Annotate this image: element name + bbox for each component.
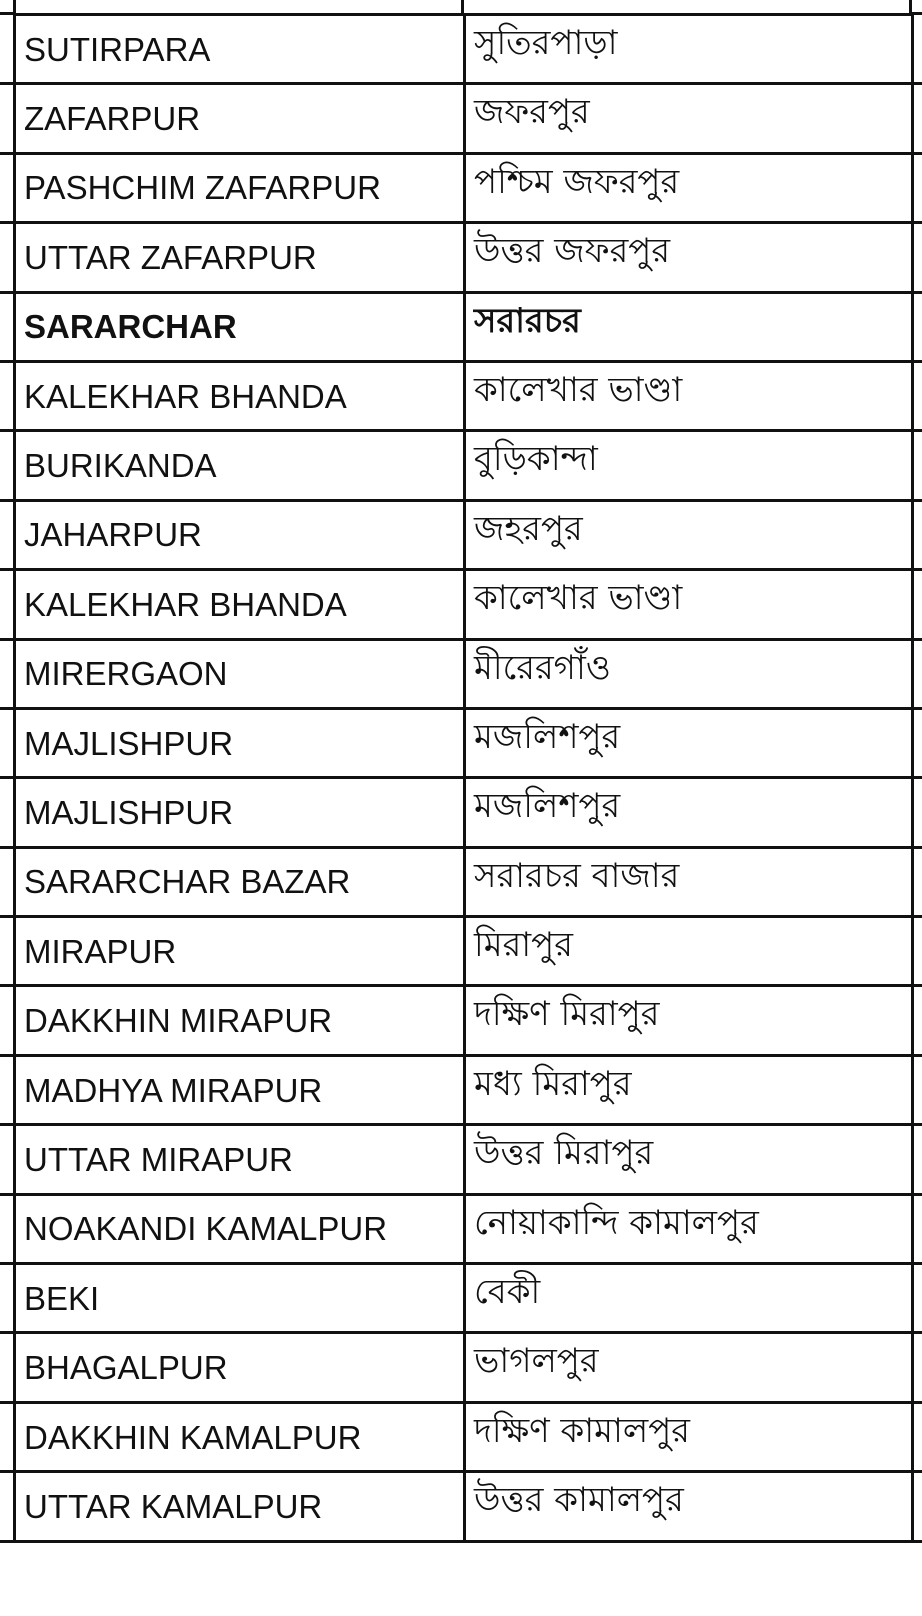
bengali-name-cell: পশ্চিম জফরপুর — [465, 153, 913, 222]
table-edge-line — [911, 707, 922, 710]
table-row — [15, 431, 913, 500]
table-edge-line — [911, 776, 922, 779]
table-edge-line — [911, 1193, 922, 1196]
english-name-cell: UTTAR MIRAPUR — [15, 1125, 465, 1194]
table-edge-line — [911, 291, 922, 294]
table-edge-line — [0, 1054, 13, 1057]
bengali-name-cell: মধ্য মিরাপুর — [465, 1055, 913, 1124]
table-edge-line — [0, 846, 13, 849]
table-edge-line — [911, 499, 922, 502]
table-column-stub — [461, 0, 464, 13]
table-row — [15, 708, 913, 777]
table-edge-line — [0, 707, 13, 710]
english-name-cell: SUTIRPARA — [15, 15, 465, 84]
table-edge-line — [0, 221, 13, 224]
english-name-cell: MIRAPUR — [15, 917, 465, 986]
table-edge-line — [0, 152, 13, 155]
table-row — [15, 1402, 913, 1471]
place-name-table — [13, 13, 914, 1543]
table-edge-line — [0, 776, 13, 779]
bengali-name-cell: নোয়াকান্দি কামালপুর — [465, 1194, 913, 1263]
bengali-name-cell: কালেখার ভাণ্ডা — [465, 361, 913, 430]
bengali-name-cell: সরারচর — [465, 292, 913, 361]
bengali-name-cell: মিরাপুর — [465, 917, 913, 986]
table-edge-line — [911, 846, 922, 849]
table-edge-line — [911, 1262, 922, 1265]
english-name-cell: PASHCHIM ZAFARPUR — [15, 153, 465, 222]
table-edge-line — [911, 1123, 922, 1126]
bengali-name-cell: মজলিশপুর — [465, 708, 913, 777]
table-row — [15, 639, 913, 708]
table-row — [15, 1472, 913, 1541]
table-row — [15, 847, 913, 916]
table-edge-line — [0, 568, 13, 571]
table-edge-line — [0, 360, 13, 363]
english-name-cell: NOAKANDI KAMALPUR — [15, 1194, 465, 1263]
table-edge-line — [0, 12, 13, 15]
table-row — [15, 1125, 913, 1194]
table-edge-line — [911, 221, 922, 224]
table-edge-line — [911, 915, 922, 918]
table-row — [15, 223, 913, 292]
table-edge-line — [0, 1262, 13, 1265]
table-edge-line — [911, 1054, 922, 1057]
english-name-cell: ZAFARPUR — [15, 84, 465, 153]
english-name-cell: BEKI — [15, 1264, 465, 1333]
table-edge-line — [911, 1331, 922, 1334]
table-edge-line — [911, 1540, 922, 1543]
english-name-cell: KALEKHAR BHANDA — [15, 570, 465, 639]
table-edge-line — [911, 638, 922, 641]
bengali-name-cell: বুড়িকান্দা — [465, 431, 913, 500]
table-edge-line — [0, 1123, 13, 1126]
bengali-name-cell: কালেখার ভাণ্ডা — [465, 570, 913, 639]
table-row — [15, 292, 913, 361]
table-row — [15, 1194, 913, 1263]
english-name-cell: SARARCHAR BAZAR — [15, 847, 465, 916]
table-row — [15, 1333, 913, 1402]
table-edge-line — [0, 638, 13, 641]
table-column-stub — [13, 0, 16, 13]
table-edge-line — [0, 984, 13, 987]
english-name-cell: MAJLISHPUR — [15, 778, 465, 847]
bengali-name-cell: বেকী — [465, 1264, 913, 1333]
table-edge-line — [911, 152, 922, 155]
english-name-cell: BURIKANDA — [15, 431, 465, 500]
bengali-name-cell: জফরপুর — [465, 84, 913, 153]
table-row — [15, 500, 913, 569]
table-row — [15, 153, 913, 222]
bengali-name-cell: সরারচর বাজার — [465, 847, 913, 916]
table-edge-line — [0, 1193, 13, 1196]
table-row — [15, 84, 913, 153]
english-name-cell: DAKKHIN KAMALPUR — [15, 1402, 465, 1471]
table-row — [15, 986, 913, 1055]
table-edge-line — [0, 1540, 13, 1543]
table-row — [15, 15, 913, 84]
table-edge-line — [0, 429, 13, 432]
table-edge-line — [911, 1401, 922, 1404]
table-edge-line — [911, 360, 922, 363]
table-edge-line — [911, 12, 922, 15]
table-edge-line — [0, 1331, 13, 1334]
bengali-name-cell: উত্তর মিরাপুর — [465, 1125, 913, 1194]
bengali-name-cell: ভাগলপুর — [465, 1333, 913, 1402]
table-edge-line — [911, 984, 922, 987]
table-row — [15, 1264, 913, 1333]
table-edge-line — [0, 1401, 13, 1404]
table-edge-line — [0, 1470, 13, 1473]
bengali-name-cell: দক্ষিণ কামালপুর — [465, 1402, 913, 1471]
table-row — [15, 361, 913, 430]
english-name-cell: MIRERGAON — [15, 639, 465, 708]
table-row — [15, 778, 913, 847]
english-name-cell: BHAGALPUR — [15, 1333, 465, 1402]
bengali-name-cell: উত্তর জফরপুর — [465, 223, 913, 292]
table-row — [15, 917, 913, 986]
bengali-name-cell: দক্ষিণ মিরাপুর — [465, 986, 913, 1055]
table-column-stub — [909, 0, 912, 13]
table-row — [15, 570, 913, 639]
table-edge-line — [0, 499, 13, 502]
english-name-cell: DAKKHIN MIRAPUR — [15, 986, 465, 1055]
table-row — [15, 1055, 913, 1124]
bengali-name-cell: উত্তর কামালপুর — [465, 1472, 913, 1541]
english-name-cell: KALEKHAR BHANDA — [15, 361, 465, 430]
bengali-name-cell: সুতিরপাড়া — [465, 15, 913, 84]
english-name-cell: MADHYA MIRAPUR — [15, 1055, 465, 1124]
table-body — [15, 15, 913, 1542]
english-name-cell: UTTAR KAMALPUR — [15, 1472, 465, 1541]
english-name-cell: MAJLISHPUR — [15, 708, 465, 777]
table-edge-line — [911, 568, 922, 571]
table-edge-line — [911, 82, 922, 85]
table-edge-line — [911, 1470, 922, 1473]
bengali-name-cell: মজলিশপুর — [465, 778, 913, 847]
bengali-name-cell: জহরপুর — [465, 500, 913, 569]
bengali-name-cell: মীরেরগাঁও — [465, 639, 913, 708]
table-edge-line — [0, 915, 13, 918]
table-edge-line — [911, 429, 922, 432]
english-name-cell: SARARCHAR — [15, 292, 465, 361]
table-edge-line — [0, 82, 13, 85]
english-name-cell: JAHARPUR — [15, 500, 465, 569]
english-name-cell: UTTAR ZAFARPUR — [15, 223, 465, 292]
table-edge-line — [0, 291, 13, 294]
